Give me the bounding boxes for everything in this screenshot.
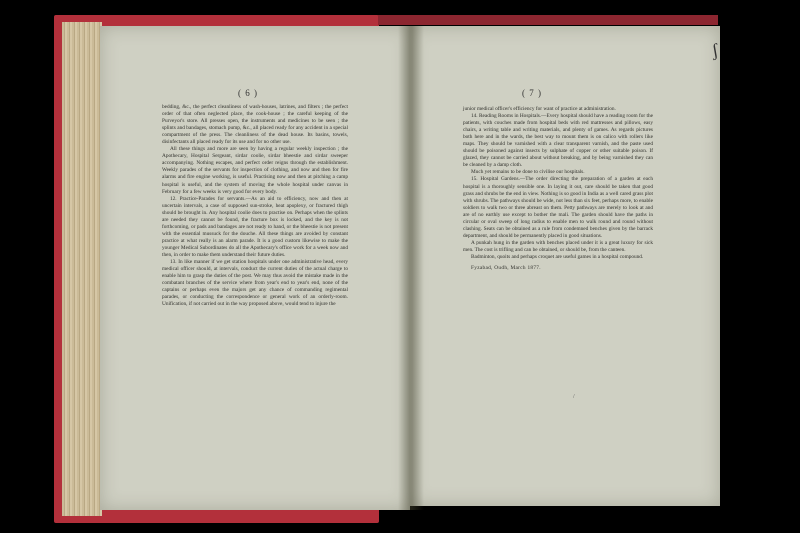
right-paragraph: junior medical officer's efficiency for want of practice at administration. <box>463 106 616 112</box>
left-paragraph: bedding, &c., the perfect cleanliness of wash-houses, latrines, and filters ; the perfect order of that often neglected place, the cook-house ; the careful keeping of the Purveyor's store. All presses open, the instruments and medicines to be seen ; the splints and bandages, stomach pump, &c., all placed ready for any accident in a special compartment of the press. The cleanliness of the dead house. Its basins, towels, disinfectants all placed ready for its use and for no other use. <box>162 104 348 146</box>
dateline-signature: Fyzabad, Oudh, March 1877. <box>471 265 541 272</box>
right-page-text <box>463 106 653 272</box>
left-page-number: ( 6 ) <box>238 88 258 98</box>
right-paragraph: 14. Reading Rooms in Hospitals.—Every hospital should have a reading room for the patients, with couches made from hospital beds with red mattresses and pillows, easy chairs, a writing table and writing materials, and plenty of games. As regards pictures both here and in the wards, the best way to mount them is on calico with rollers like maps. They should be varnished with a clear transparent varnish, and the paste used should be poisoned against insects by sulphate of copper or other suitable poison. If glazed, they cannot be carried about without breaking, and by being varnished they can be cleaned by a damp cloth. <box>463 113 653 169</box>
page-edges <box>62 22 102 516</box>
right-page-number: ( 7 ) <box>522 88 542 98</box>
left-paragraph: 12. Practice-Parades for servants.—As an aid to efficiency, now and then at uncertain intervals, a case of supposed sun-stroke, heat apoplexy, or fractured thigh should be brought in. Any hospital coolie does to practise on. Perhaps when the splints are needed they cannot be found, the fracture box is locked, and the key is not forthcoming, or pads and bandages are not ready to hand, or the bheestie is not present with the essential mussuck for the douche. All these things are avoided by constant practice at what really is an alarm parade. It is a good custom likewise to make the younger Medical Subordinates do all the Apothecary's office work for a week now and then, in order to make them understand their future duties. <box>162 195 348 258</box>
book-gutter <box>398 26 424 510</box>
left-paragraph: All these things and more are seen by having a regular weekly inspection ; the Apothecary, Hospital Sergeant, sirdar coolie, sirdar bheestie and sirdar sweeper accompanying. Nothing escapes, and perfect order reigns through the establishment. Weekly parades of the servants for inspection of clothing, and now and then for fire alarms and fire engine working, is useful. Practising now and then at pitching a camp hospital is useful, and the system of moving the whole hospital under canvas in February for a few weeks is very good for every body. <box>162 146 348 195</box>
left-paragraph: 13. In like manner if we get station hospitals under one administrative head, every medical officer should, at intervals, conduct the current duties of the actual charge to enable him to grasp the duties of the post. We may thus avoid the mistake made in the combatant branches of the service where from year's end to year's end, none of the captains or perhaps even the majors get any chance of commanding regimental parades, or conducting the correspondence or general work of an orderly-room. Unification, if not carried out in the way proposed above, would tend to injure the <box>162 259 348 308</box>
right-paragraph: 15. Hospital Gardens.—The order directing the preparation of a garden at each hospital is a thoroughly sensible one. In laying it out, care should be taken that good grass and shrubs be the end in view. Nothing is so good in India as a well cared grass plot with shrubs. The pathways should be wide, not less than six feet, perhaps more, to enable soldiers to walk two or three abreast on them. Petty pathways are merely to look at and are of no earthly use except to bother the mali. The garden should have the paths in circular or oval sweep of long radius to enable men to walk round and round without clashing. Seats can be obtained as a rule from condemned benches given by the barrack department, and should be permanently placed in good situations. <box>463 176 653 239</box>
right-paragraph: A punkah hung in the garden with benches placed under it is a great luxury for sick men. The cost is trifling and can be obtained, or should be, from the canteen. <box>463 239 653 253</box>
book-cover-top-edge <box>378 15 718 25</box>
left-page-text <box>162 104 348 308</box>
pen-mark-icon: ʃ <box>710 39 720 61</box>
right-paragraph: Much yet remains to be done to civilise our hospitals. <box>471 169 585 176</box>
right-paragraph: Badminton, quoits and perhaps croquet are useful games in a hospital compound. <box>471 253 644 260</box>
tick-mark-icon: / <box>573 394 575 400</box>
